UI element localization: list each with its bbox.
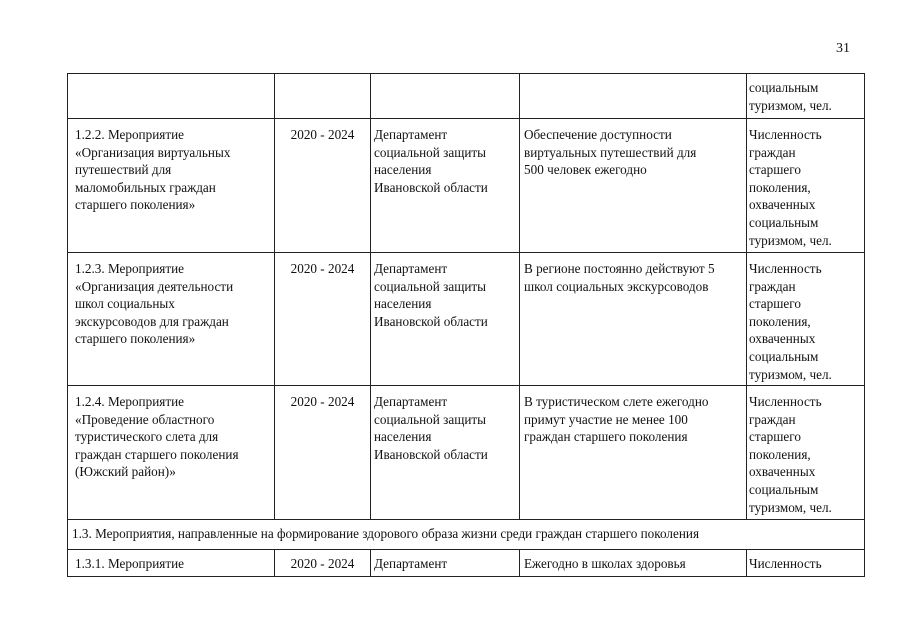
indicator-cell: Численность [749, 556, 822, 571]
result-cell: В регионе постоянно действуют 5 школ социальных экскурсоводов [524, 261, 715, 294]
indicator-cell: Численность граждан старшего поколения, охваченных социальным туризмом, чел. [749, 261, 832, 382]
row-divider [68, 549, 864, 550]
department-cell: Департамент [374, 556, 448, 571]
row-divider [68, 385, 864, 386]
department-cell: Департамент социальной защиты населения Ивановской области [374, 394, 488, 462]
page-number: 31 [836, 41, 850, 56]
row-divider [68, 252, 864, 253]
result-cell: Обеспечение доступности виртуальных путешествий для 500 человек ежегодно [524, 127, 697, 178]
column-divider [519, 74, 520, 519]
column-divider [746, 74, 747, 519]
period-cell: 2020 - 2024 [290, 556, 355, 571]
event-cell: 1.2.2. Мероприятие «Организация виртуальных путешествий для маломобильных граждан старшего поколения» [75, 127, 231, 213]
event-cell: 1.3.1. Мероприятие [75, 556, 185, 571]
column-divider [519, 549, 520, 576]
column-divider [746, 549, 747, 576]
period-cell: 2020 - 2024 [290, 127, 355, 142]
column-divider [370, 549, 371, 576]
department-cell: Департамент социальной защиты населения Ивановской области [374, 127, 488, 195]
indicator-cell: Численность граждан старшего поколения, охваченных социальным туризмом, чел. [749, 127, 832, 248]
period-cell: 2020 - 2024 [290, 261, 355, 276]
section-header: 1.3. Мероприятия, направленные на формирование здорового образа жизни среди граждан старшего поколения [72, 526, 700, 541]
indicator-cell: социальным туризмом, чел. [749, 80, 832, 113]
result-cell: Ежегодно в школах здоровья [524, 556, 686, 571]
activities-table [67, 73, 865, 577]
event-cell: 1.2.4. Мероприятие «Проведение областного туристического слета для граждан старшего поколения (Южский район)» [75, 394, 239, 480]
event-cell: 1.2.3. Мероприятие «Организация деятельности школ социальных экскурсоводов для граждан старшего поколения» [75, 261, 234, 347]
department-cell: Департамент социальной защиты населения Ивановской области [374, 261, 488, 329]
column-divider [370, 74, 371, 519]
result-cell: В туристическом слете ежегодно примут участие не менее 100 граждан старшего поколения [524, 394, 709, 445]
indicator-cell: Численность граждан старшего поколения, охваченных социальным туризмом, чел. [749, 394, 832, 515]
row-divider [68, 519, 864, 520]
row-divider [68, 118, 864, 119]
period-cell: 2020 - 2024 [290, 394, 355, 409]
